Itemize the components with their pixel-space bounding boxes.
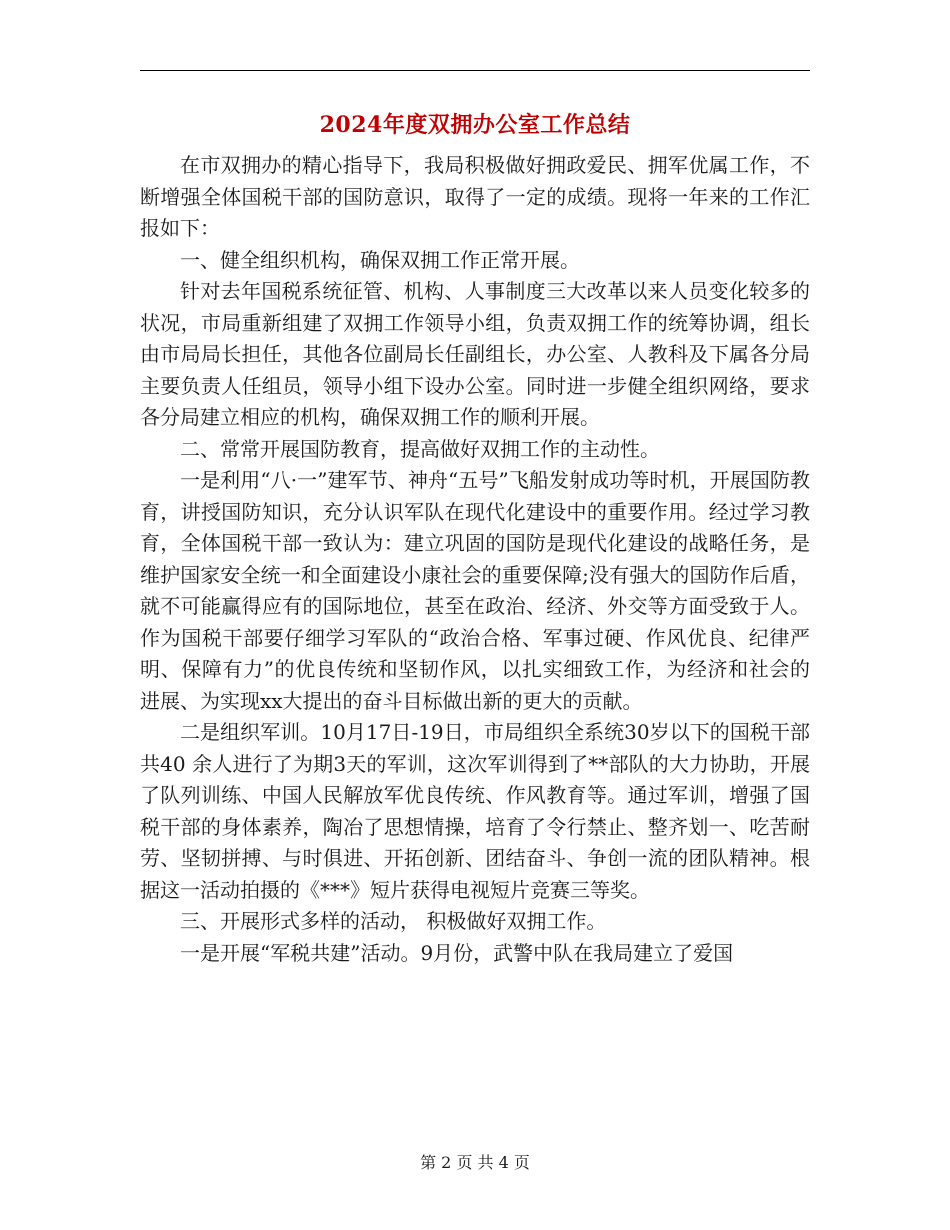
section-heading-3: 三、开展形式多样的活动， 积极做好双拥工作。 <box>180 909 607 933</box>
paragraph-intro: 在市双拥办的精心指导下，我局积极做好拥政爱民、拥军优属工作，不断增强全体国税干部的国防意识，取得了一定的成绩。现将一年来的工作汇报如下： <box>140 153 810 240</box>
section-heading-2: 二、常常开展国防教育，提高做好双拥工作的主动性。 <box>180 436 660 461</box>
paragraph-joint-building: 一是开展“军税共建”活动。9月份，武警中队在我局建立了爱国 <box>180 940 734 965</box>
paragraph-military-training: 二是组织军训。10月17日-19日，市局组织全系统30岁以下的国税干部共40 余人进行了为期3天的军训，这次军训得到了**部队的大力协助，开展了队列训练、中国人民解放军优良传统、作风教育等。通过军训，增强了国税干部的身体素养，陶冶了思想情操，培育了令行禁止、整齐划一、吃苦耐劳、坚韧拼搏、与时俱进、开拓创新、团结奋斗、争创一流的团队精神。根据这一活动拍摄的《***》短片获得电视短片竞赛三等奖。 <box>140 720 810 902</box>
document-title: 2024年度双拥办公室工作总结 <box>319 112 631 138</box>
header-rule <box>140 70 810 71</box>
document-body <box>140 150 810 969</box>
section-heading-1: 一、健全组织机构，确保双拥工作正常开展。 <box>180 247 580 272</box>
paragraph-organization: 针对去年国税系统征管、机构、人事制度三大改革以来人员变化较多的状况，市局重新组建了双拥工作领导小组，负责双拥工作的统筹协调，组长由市局局长担任，其他各位副局长任副组长，办公室、人教科及下属各分局主要负责人任组员，领导小组下设办公室。同时进一步健全组织网络，要求各分局建立相应的机构，确保双拥工作的顺利开展。 <box>140 279 810 429</box>
paragraph-defense-education: 一是利用“八·一”建军节、神舟“五号”飞船发射成功等时机，开展国防教育，讲授国防知识，充分认识军队在现代化建设中的重要作用。经过学习教育，全体国税干部一致认为：建立巩固的国防是现代化建设的战略任务，是维护国家安全统一和全面建设小康社会的重要保障;没有强大的国防作后盾，就不可能赢得应有的国际地位，甚至在政治、经济、外交等方面受致于人。作为国税干部要仔细学习军队的“政治合格、军事过硬、作风优良、纪律严明、保障有力”的优良传统和坚韧作风，以扎实细致工作，为经济和社会的进展、为实现xx大提出的奋斗目标做出新的更大的贡献。 <box>140 468 810 713</box>
page-number-footer: 第 2 页 共 4 页 <box>420 1153 530 1172</box>
